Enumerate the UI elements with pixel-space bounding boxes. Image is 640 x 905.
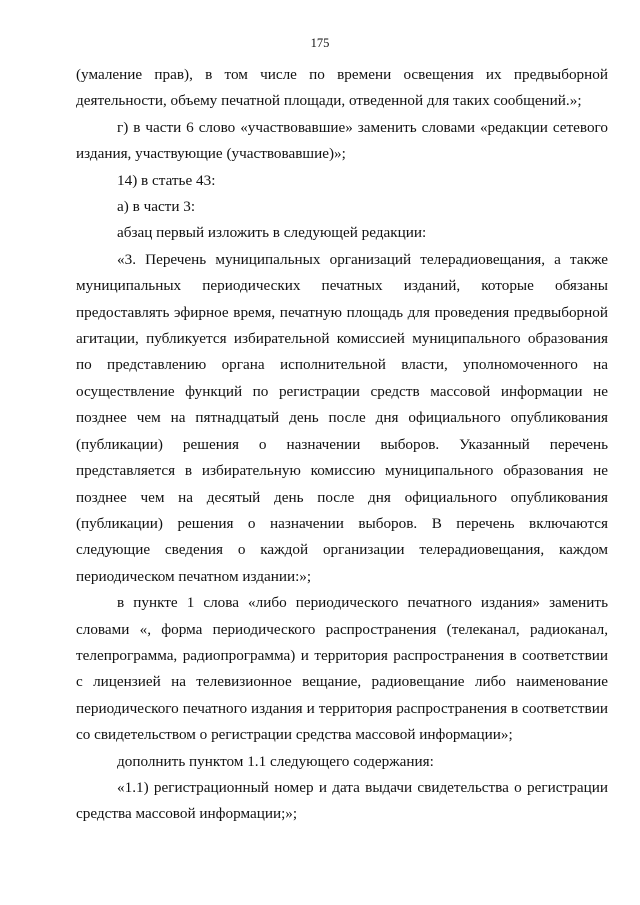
paragraph-article-43: 14) в статье 43: <box>117 171 216 189</box>
paragraph-part-3: а) в части 3: <box>117 198 196 216</box>
paragraph-list-of-organizations: «3. Перечень муниципальных организаций телерадиовещания, а также муниципальных периодических печатных изданий, которые обязаны предоставлять эфирное время, печатную площадь для проведения предвыборной агитации, публикуется избирательной комиссией муниципального образования по представлению органа исполнительной власти, уполномоченного на осуществление функций по регистрации средств массовой информации не позднее чем на пятнадцатый день после дня официального опубликования (публикации) решения о назначении выборов. Указанный перечень представляется в избирательную комиссию муниципального образования не позднее чем на десятый день после дня официального опубликования (публикации) решения о назначении выборов. В перечень включаются следующие сведения о каждой организации телерадиовещания, каждом периодическом печатном издании:»; <box>76 250 608 585</box>
paragraph-part-6-amendment: г) в части 6 слово «участвовавшие» заменить словами «редакции сетевого издания, участвующие (участвовавшие)»; <box>76 118 608 163</box>
paragraph-item-1-1-text: «1.1) регистрационный номер и дата выдачи свидетельства о регистрации средства массовой информации;»; <box>76 778 608 823</box>
paragraph-add-item-1-1: дополнить пунктом 1.1 следующего содержания: <box>117 752 434 770</box>
document-body <box>76 62 608 828</box>
page-number: 175 <box>310 36 330 50</box>
paragraph-first-abzac: абзац первый изложить в следующей редакции: <box>117 224 427 242</box>
paragraph-continuation: (умаление прав), в том числе по времени освещения их предвыборной деятельности, объему печатной площади, отведенной для таких сообщений.»; <box>76 66 608 110</box>
paragraph-item-1-amendment: в пункте 1 слова «либо периодического печатного издания» заменить словами «, форма периодического распространения (телеканал, радиоканал, телепрограмма, радиопрограмма) и территория распространения в соответствии с лицензией на телевизионное вещание, радиовещание либо наименование периодического печатного издания и территория распространения в соответствии со свидетельством о регистрации средства массовой информации»; <box>76 594 608 744</box>
